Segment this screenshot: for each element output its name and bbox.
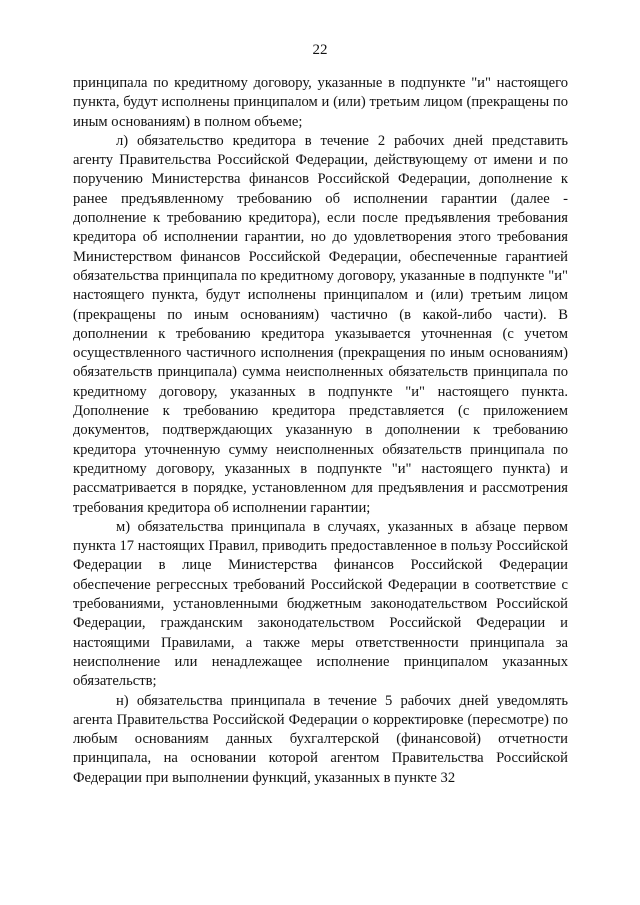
paragraph-continuation: принципала по кредитному договору, указанные в подпункте "и" настоящего пункта, будут исполнены принципалом и (или) третьим лицом (прекращены по иным основаниям) в полном объеме; [73,75,568,130]
paragraph-item-n: н) обязательства принципала в течение 5 рабочих дней уведомлять агента Правительства Российской Федерации о корректировке (пересмотре) по любым основаниям данных бухгалтерской (финансовой) отчетности принципала, на основании которой агентом Правительства Российской Федерации при выполнении функций, указанных в пункте 32 [73,692,568,786]
page-number: 22 [312,42,328,58]
paragraph-item-l: л) обязательство кредитора в течение 2 рабочих дней представить агенту Правительства Российской Федерации, действующему от имени и по поручению Министерства финансов Российской Федерации, дополнение к ранее предъявленному требованию об исполнении гарантии (далее - дополнение к требованию кредитора), если после предъявления требования кредитора об исполнении гарантии, но до удовлетворения этого требования Министерством финансов Российской Федерации, обеспеченные гарантией обязательства принципала по кредитному договору, указанные в подпункте "и" настоящего пункта, будут исполнены принципалом и (или) третьим лицом (прекращены по иным основаниям) частично (в какой-либо части). В дополнении к требованию кредитора указывается уточненная (с учетом осуществленного частичного исполнения (прекращения по иным основаниям) обязательств принципала) сумма неисполненных обязательств принципала по кредитному договору, указанных в подпункте "и" настоящего пункта. Дополнение к требованию кредитора представляется (с приложением документов, подтверждающих указанную в дополнении к требованию кредитора уточненную сумму неисполненных обязательств принципала по кредитному договору, указанных в подпункте "и" настоящего пункта) и рассматривается в порядке, установленном для предъявления и рассмотрения требования кредитора об исполнении гарантии; [73,132,568,516]
document-body [73,74,568,788]
paragraph-item-m: м) обязательства принципала в случаях, указанных в абзаце первом пункта 17 настоящих Правил, приводить предоставленное в пользу Российской Федерации в лице Министерства финансов Российской Федерации обеспечение регрессных требований Российской Федерации в соответствие с требованиями, установленными бюджетным законодательством Российской Федерации, гражданским законодательством Российской Федерации и настоящими Правилами, а также меры ответственности принципала за неисполнение или ненадлежащее исполнение принципалом указанных обязательств; [73,518,568,690]
